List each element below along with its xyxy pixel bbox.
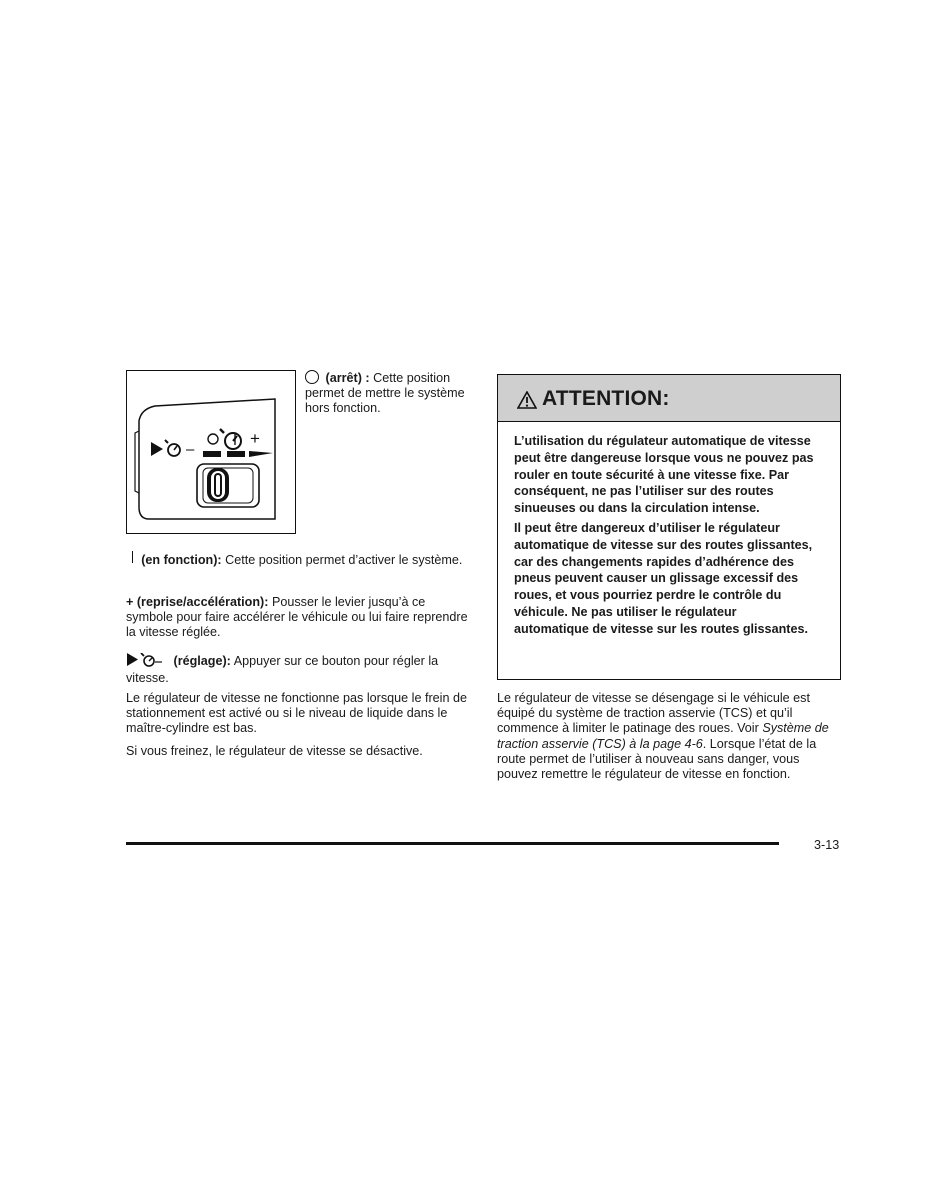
off-position-description	[305, 370, 475, 417]
minus-icon: –	[186, 441, 195, 458]
caution-body	[514, 433, 814, 638]
resume-accel-description	[126, 595, 471, 641]
brake-note: Si vous freinez, le régulateur de vitesse se désactive.	[126, 744, 423, 758]
resume-label: (reprise/accélération):	[133, 595, 269, 609]
cruise-control-switch-illustration	[126, 370, 296, 534]
caution-paragraph-2: Il peut être dangereux d’utiliser le régulateur automatique de vitesse sur des routes glissantes, car des changements rapides d’adhérence des pneus peuvent causer un glissage excessif des roues, et vous pourriez perdre le contrôle du véhicule. Ne pas utiliser le régulateur automatique de vitesse sur les routes glissantes.	[514, 520, 813, 636]
off-label: (arrêt) :	[325, 371, 370, 385]
off-circle-icon	[305, 370, 319, 384]
set-description	[126, 653, 466, 686]
page-number: 3-13	[814, 838, 840, 852]
tcs-note	[497, 691, 842, 782]
caution-paragraph-1: L’utilisation du régulateur automatique de vitesse peut être dangereuse lorsque vous ne pouvez pas rouler en toute sécurité à une vitesse fixe. Par conséquent, ne pas l’utiliser sur des routes sinueuses ou dans la circulation intense.	[514, 434, 814, 516]
tcs-text-after: . Lorsque l’état de la route permet de l’utiliser à nouveau sans danger, vous pouvez remettre le régulateur de vitesse en fonction.	[497, 736, 817, 782]
off-text: Cette position permet de mettre le système hors fonction.	[305, 371, 465, 416]
resume-text: Pousser le levier jusqu’à ce symbole pour faire accélérer le véhicule ou lui faire reprendre la vitesse réglée.	[126, 595, 468, 640]
on-bar-icon	[132, 551, 133, 563]
parking-brake-note: Le régulateur de vitesse ne fonctionne pas lorsque le frein de stationnement est activé ou si le niveau de liquide dans le maître-cylindre est bas.	[126, 691, 467, 736]
tcs-text-before: Le régulateur de vitesse se désengage si le véhicule est équipé du système de traction asservie (TCS) et qu’il commence à limiter le patinage des roues. Voir	[497, 691, 810, 736]
on-label: (en fonction):	[141, 553, 222, 567]
set-label: (réglage):	[170, 654, 231, 668]
footer-rule	[126, 842, 779, 845]
caution-title: ATTENTION:	[542, 387, 670, 410]
on-text: Cette position permet d’activer le système.	[221, 553, 463, 567]
caution-box	[497, 374, 841, 680]
caution-header	[498, 375, 840, 422]
warning-triangle-icon	[517, 391, 537, 409]
on-position-description	[126, 551, 466, 568]
tcs-cross-reference-link[interactable]: Système de traction asservie (TCS) à la page 4-6	[497, 721, 829, 751]
plus-icon: +	[126, 595, 134, 609]
set-text: Appuyer sur ce bouton pour régler la vitesse.	[126, 654, 439, 686]
set-arrow-icon	[126, 653, 170, 671]
plus-icon: +	[250, 429, 260, 448]
